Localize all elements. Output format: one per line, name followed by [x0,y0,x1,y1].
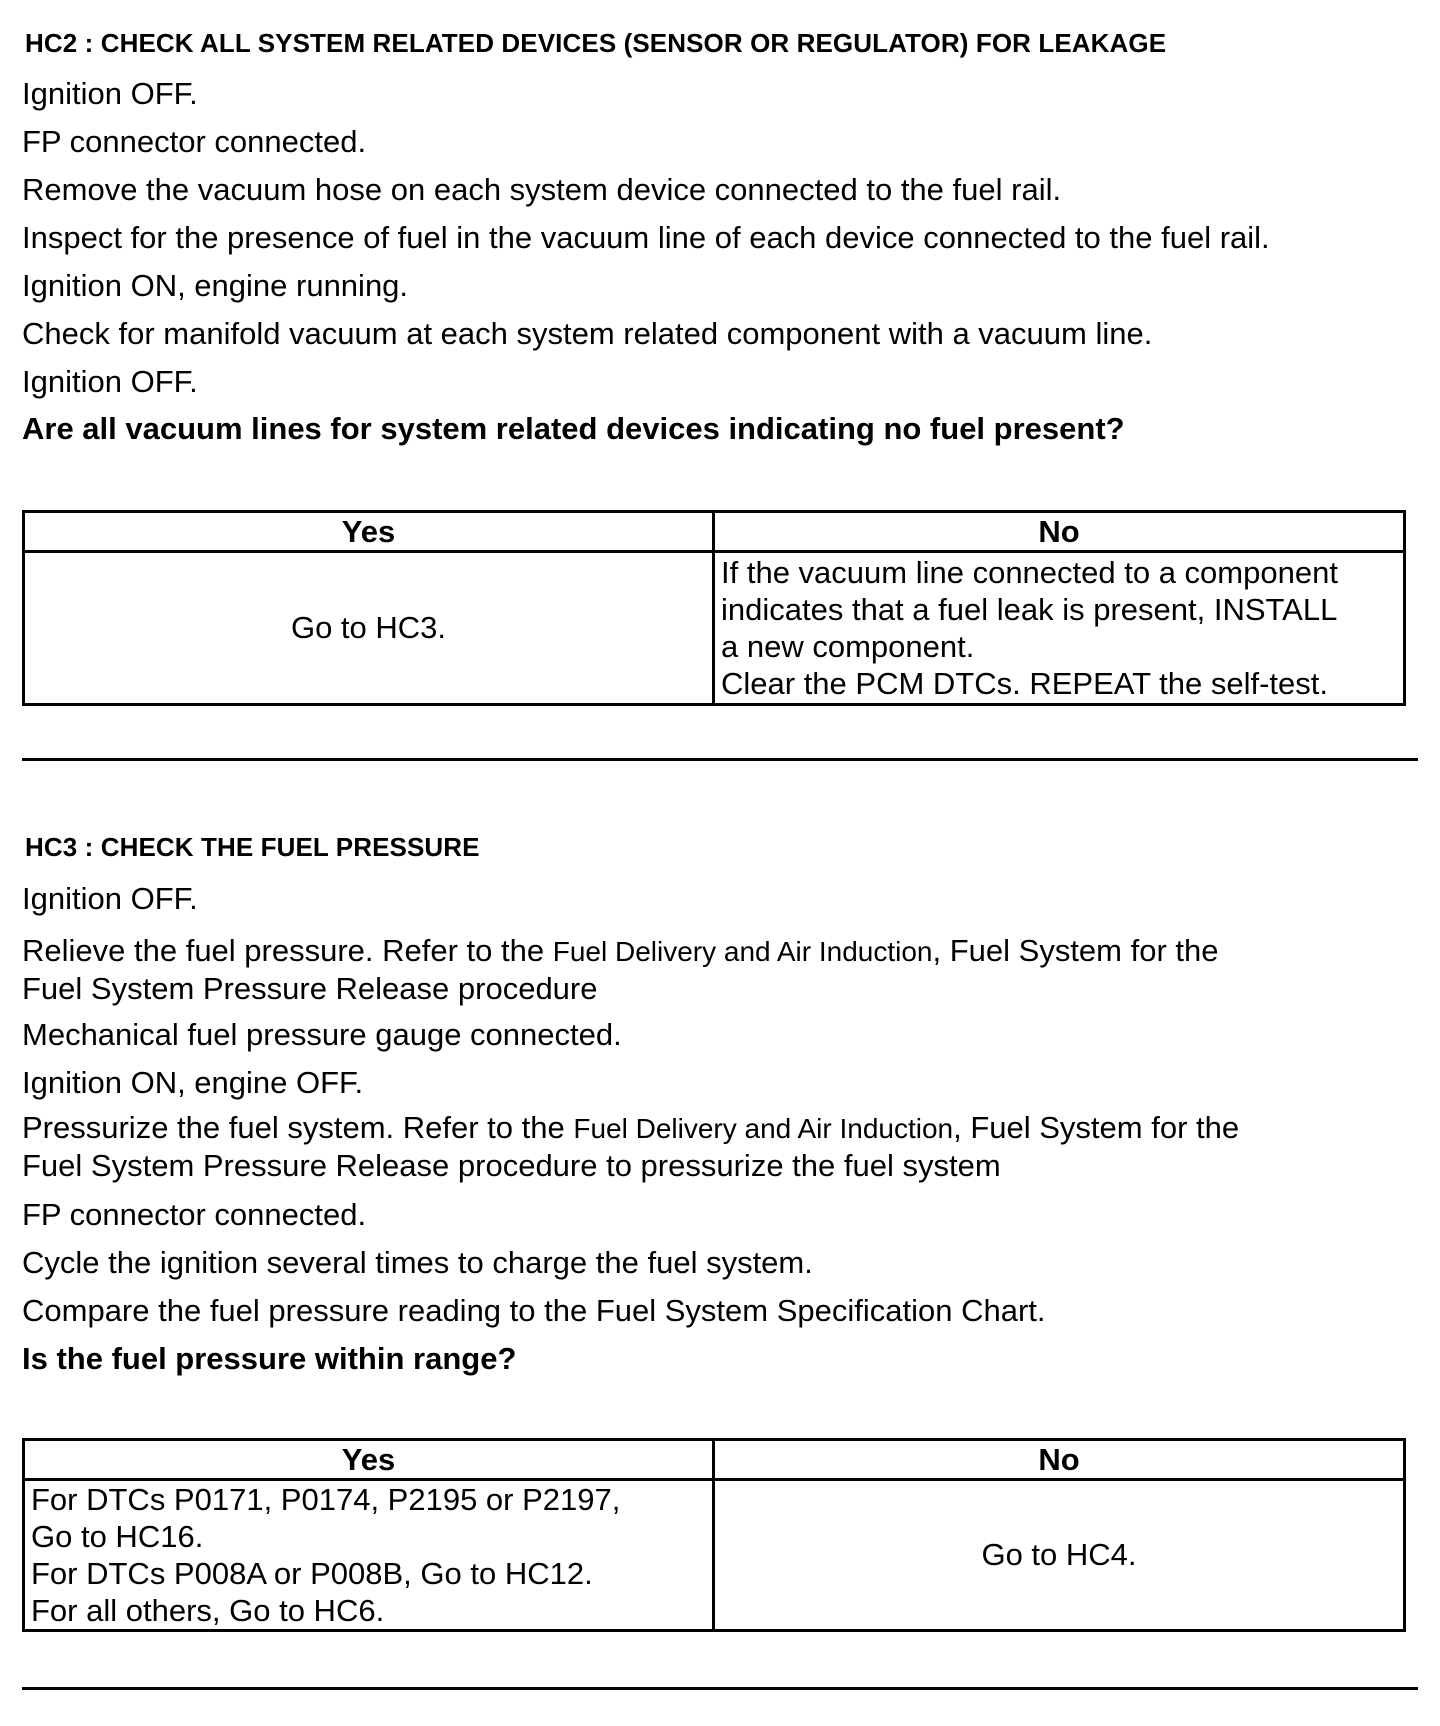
step-text: Relieve the fuel pressure. Refer to the [22,933,545,968]
hc2-yes-no-table [22,510,1406,706]
hc2-step-1: Ignition OFF. [22,76,198,111]
step-text: Pressurize the fuel system. Refer to the [22,1110,565,1145]
table-row [24,1480,1405,1631]
hc3-step-4: Ignition ON, engine OFF. [22,1065,364,1100]
hc2-question: Are all vacuum lines for system related devices indicating no fuel present? [22,411,1125,446]
hc3-step-2 [22,932,1422,1007]
hc2-step-4: Inspect for the presence of fuel in the vacuum line of each device connected to the fuel rail. [22,220,1270,255]
yes-header: Yes [24,512,714,552]
yes-line: For DTCs P008A or P008B, Go to HC12. [31,1556,593,1591]
hc2-step-5: Ignition ON, engine running. [22,268,409,303]
step-text: , Fuel System for the [932,933,1219,968]
table-header-row [24,512,1405,552]
section-divider [22,758,1418,761]
yes-header: Yes [24,1440,714,1480]
hc3-question: Is the fuel pressure within range? [22,1341,517,1376]
no-line: a new component. [721,629,975,664]
hc3-step-1: Ignition OFF. [22,881,198,916]
reference-link-text: Fuel Delivery and Air Induction [552,936,933,967]
no-cell [714,1480,1405,1631]
no-header: No [714,512,1405,552]
hc2-step-6: Check for manifold vacuum at each system related component with a vacuum line. [22,316,1153,351]
step-text: Fuel System Pressure Release procedure to pressurize the fuel system [22,1148,1001,1183]
hc2-heading: HC2 : CHECK ALL SYSTEM RELATED DEVICES (SENSOR OR REGULATOR) FOR LEAKAGE [25,28,1167,58]
yes-line: For all others, Go to HC6. [31,1593,385,1628]
table-row [24,552,1405,705]
hc3-step-6: FP connector connected. [22,1197,367,1232]
section-divider [22,1687,1418,1690]
no-line: Go to HC4. [981,1537,1137,1572]
reference-link-text: Fuel Delivery and Air Induction [573,1113,954,1144]
hc2-step-7: Ignition OFF. [22,364,198,399]
hc3-yes-no-table [22,1438,1406,1632]
no-header: No [714,1440,1405,1480]
hc3-step-3: Mechanical fuel pressure gauge connected. [22,1017,622,1052]
hc3-step-8: Compare the fuel pressure reading to the Fuel System Specification Chart. [22,1293,1046,1328]
yes-cell [24,1480,714,1631]
yes-line: Go to HC16. [31,1519,204,1554]
step-text: , Fuel System for the [953,1110,1240,1145]
hc2-step-2: FP connector connected. [22,124,367,159]
hc3-step-7: Cycle the ignition several times to charge the fuel system. [22,1245,813,1280]
hc3-heading: HC3 : CHECK THE FUEL PRESSURE [25,832,480,862]
yes-line: For DTCs P0171, P0174, P2195 or P2197, [31,1482,621,1517]
yes-line: Go to HC3. [290,610,447,645]
no-cell [714,552,1405,705]
hc3-step-5 [22,1109,1422,1184]
no-line: If the vacuum line connected to a component [721,555,1338,590]
no-line: indicates that a fuel leak is present, INSTALL [721,592,1338,627]
yes-cell [24,552,714,705]
table-header-row [24,1440,1405,1480]
no-line: Clear the PCM DTCs. REPEAT the self-test. [721,666,1328,701]
step-text: Fuel System Pressure Release procedure [22,971,598,1006]
hc2-step-3: Remove the vacuum hose on each system device connected to the fuel rail. [22,172,1062,207]
